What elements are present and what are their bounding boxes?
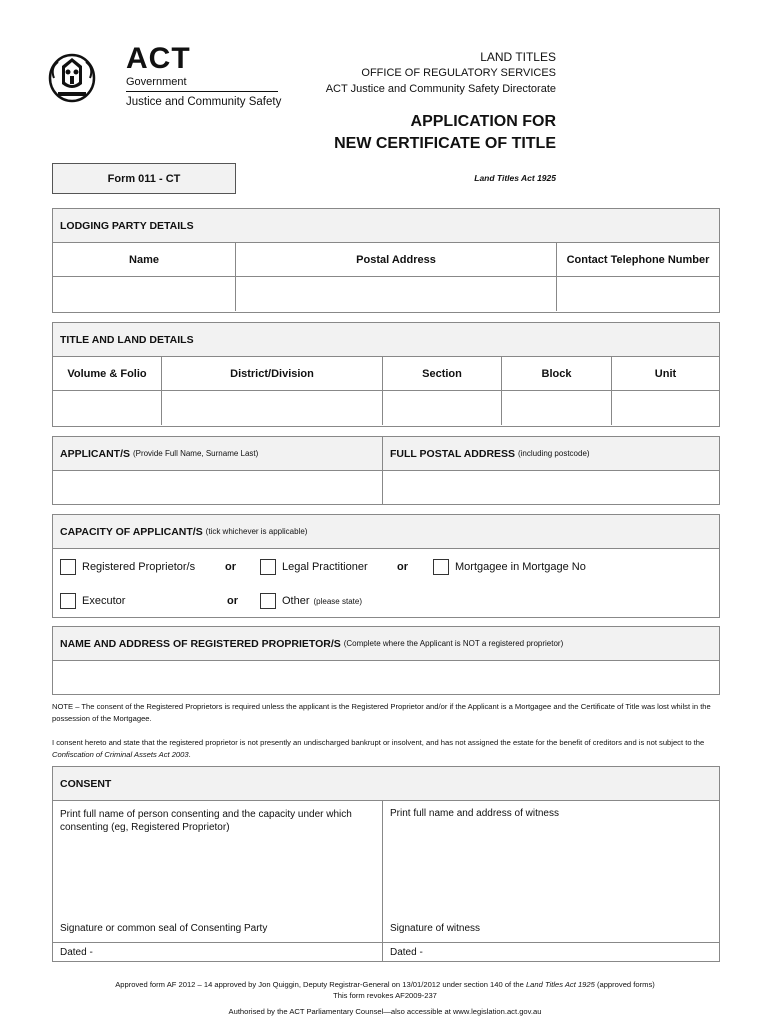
col-block: Block	[502, 357, 611, 391]
applicant-heading	[53, 437, 383, 470]
section-field[interactable]	[383, 391, 502, 425]
col-section: Section	[383, 357, 501, 391]
lodging-party-section	[52, 208, 720, 313]
capacity-heading-note: (tick whichever is applicable)	[205, 527, 308, 536]
act-government-logo	[48, 44, 288, 114]
unit-field[interactable]	[612, 391, 719, 425]
page-title	[334, 111, 556, 155]
other-note: (please state)	[313, 596, 362, 606]
block-field[interactable]	[502, 391, 612, 425]
note-declaration	[52, 737, 720, 761]
or-label: or	[227, 595, 238, 607]
option-other[interactable]	[260, 593, 362, 609]
note-consent: NOTE – The consent of the Registered Proprietors is required unless the applicant is the Registered Proprietor and/or if the Applicant is a Mortgagee and the Certificate of Title was lost whilst in the possession of the Mortgagee.	[52, 702, 711, 723]
option-legal-practitioner[interactable]	[260, 559, 368, 575]
option-label: Executor	[82, 595, 126, 607]
consent-left-field[interactable]	[53, 801, 383, 961]
title-line-1: APPLICATION FOR	[410, 113, 556, 130]
declaration-act: Confiscation of Criminal Assets Act 2003	[52, 750, 189, 759]
lodging-name-field[interactable]	[53, 277, 236, 311]
capacity-section	[52, 514, 720, 618]
logo-government: Government	[126, 76, 278, 92]
logo-directorate: Justice and Community Safety	[126, 96, 282, 108]
checkbox-other[interactable]	[260, 593, 276, 609]
applicant-heading-text: APPLICANT/S	[60, 447, 131, 460]
consent-right-signature: Signature of witness	[390, 923, 481, 934]
consent-left-label: Print full name of person consenting and the capacity under which consenting (eg, Registered Proprietor)	[60, 809, 352, 833]
checkbox-legal-practitioner[interactable]	[260, 559, 276, 575]
consent-right-dated: Dated -	[390, 947, 423, 958]
registered-proprietor-section	[52, 626, 720, 695]
consent-right-field[interactable]	[383, 801, 719, 961]
option-registered-proprietor[interactable]	[60, 559, 195, 575]
option-label: Other	[282, 595, 310, 607]
consent-left-signature: Signature or common seal of Consenting Party	[60, 923, 268, 934]
lodging-address-field[interactable]	[236, 277, 557, 311]
form-id-box: Form 011 - CT	[52, 163, 236, 194]
address-heading-note: (including postcode)	[517, 449, 590, 458]
footer-revokes: This form revokes AF2009-237	[333, 991, 437, 1000]
title-land-heading: TITLE AND LAND DETAILS	[53, 323, 719, 357]
declaration-text: I consent hereto and state that the registered proprietor is not presently an undischarged bankrupt or insolvent, and has not assigned the estate for the benefit of creditors and is not subject to the	[52, 738, 705, 747]
consent-heading: CONSENT	[53, 767, 719, 801]
option-label: Mortgagee in Mortgage No	[455, 561, 586, 573]
applicant-section	[52, 436, 720, 505]
title-land-section	[52, 322, 720, 427]
applicant-address-field[interactable]	[383, 471, 719, 505]
footer-approval-text: Approved form AF 2012 – 14 approved by Jon Quiggin, Deputy Registrar-General on 13/01/2012 under section 140 of the	[115, 980, 526, 989]
lodging-phone-field[interactable]	[557, 277, 719, 311]
declaration-end: .	[188, 750, 191, 759]
capacity-heading	[53, 515, 719, 549]
address-heading	[383, 437, 719, 470]
or-label: or	[225, 561, 236, 573]
logo-act: ACT	[126, 42, 191, 75]
col-unit: Unit	[612, 357, 719, 391]
district-field[interactable]	[162, 391, 383, 425]
option-label: Registered Proprietor/s	[82, 561, 196, 573]
option-label: Legal Practitioner	[282, 561, 368, 573]
option-executor[interactable]	[60, 593, 125, 609]
footer-authorised: Authorised by the ACT Parliamentary Counsel—also accessible at www.legislation.act.gov.au	[228, 1007, 542, 1016]
footer-approval-end: (approved forms)	[594, 980, 655, 989]
col-postal-address: Postal Address	[236, 243, 556, 277]
col-district: District/Division	[162, 357, 382, 391]
address-heading-text: FULL POSTAL ADDRESS	[390, 447, 516, 460]
checkbox-registered-proprietor[interactable]	[60, 559, 76, 575]
volume-folio-field[interactable]	[53, 391, 162, 425]
footer-approval	[0, 979, 770, 990]
act-reference: Land Titles Act 1925	[474, 173, 556, 183]
consent-right-label: Print full name and address of witness	[390, 808, 559, 819]
lodging-heading: LODGING PARTY DETAILS	[53, 209, 719, 243]
reg-proprietor-heading-note: (Complete where the Applicant is NOT a registered proprietor)	[343, 639, 564, 648]
reg-proprietor-heading	[53, 627, 719, 661]
header-directorate: ACT Justice and Community Safety Directorate	[325, 83, 556, 95]
col-volume-folio: Volume & Folio	[53, 357, 161, 391]
reg-proprietor-heading-text: NAME AND ADDRESS OF REGISTERED PROPRIETOR/S	[60, 637, 341, 650]
applicant-heading-note: (Provide Full Name, Surname Last)	[132, 449, 259, 458]
option-mortgagee[interactable]	[433, 559, 586, 575]
title-line-2: NEW CERTIFICATE OF TITLE	[334, 135, 556, 152]
consent-left-dated: Dated -	[60, 947, 93, 958]
col-contact-phone: Contact Telephone Number	[557, 243, 719, 277]
checkbox-mortgagee[interactable]	[433, 559, 449, 575]
footer	[0, 979, 770, 1017]
or-label: or	[397, 561, 408, 573]
checkbox-executor[interactable]	[60, 593, 76, 609]
col-name: Name	[53, 243, 235, 277]
header-office: OFFICE OF REGULATORY SERVICES	[361, 67, 556, 79]
footer-approval-act: Land Titles Act 1925	[525, 980, 595, 989]
capacity-heading-text: CAPACITY OF APPLICANT/S	[60, 525, 203, 538]
header-land-titles: LAND TITLES	[480, 50, 556, 64]
applicant-name-field[interactable]	[53, 471, 383, 505]
header-block	[326, 49, 556, 97]
act-crest-icon	[48, 48, 118, 104]
consent-section	[52, 766, 720, 962]
reg-proprietor-field[interactable]	[53, 661, 719, 695]
